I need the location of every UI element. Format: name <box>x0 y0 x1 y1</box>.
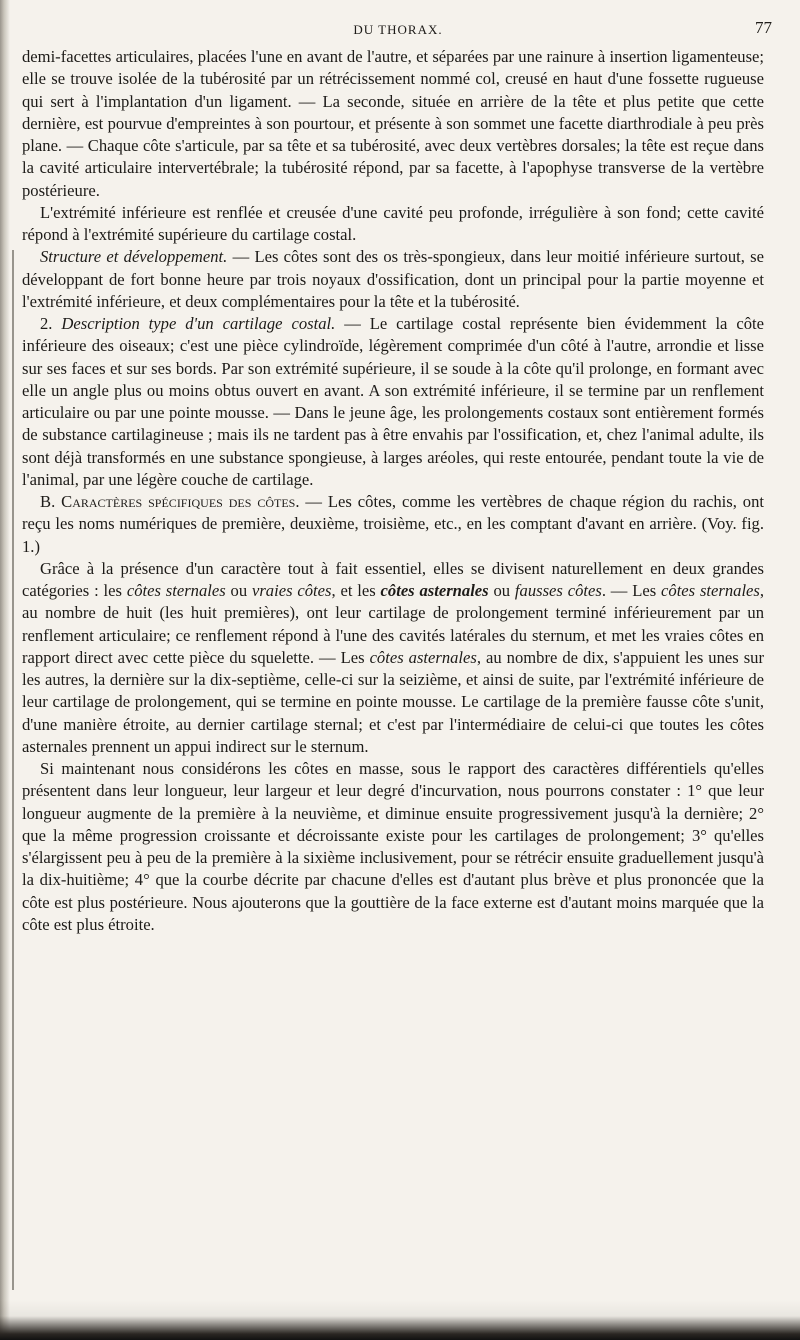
paragraph-3-text: — Les côtes sont des os très-spongieux, dans leur moitié inférieure surtout, se développant de fort bonne heure par trois noyaux d'ossification, dont un principal pour la partie moyenne et l'extrémité inférieure, et deux complémentaires pour la tête et la tubérosité. <box>22 247 764 311</box>
page-margin-shadow <box>12 250 14 1290</box>
paragraph-3 <box>22 246 764 313</box>
paragraph-2-text: L'extrémité inférieure est renflée et creusée d'une cavité peu profonde, irrégulière à son fond; cette cavité répond à l'extrémité supérieure du cartilage costal. <box>22 202 764 244</box>
paragraph-7-text: Si maintenant nous considérons les côtes en masse, sous le rapport des caractères différentiels qu'elles présentent dans leur longueur, leur largeur et leur degré d'incurvation, nous pourrons constater : 1° que leur longueur augmente de la première à la neuvième, et diminue ensuite progressivement jusqu'à la dernière; 2° que la même progression croissante et décroissante existe pour les cartilages de prolongement; 3° qu'elles s'élargissent peu à peu de la première à la sixième inclusivement, pour se rétrécir ensuite graduellement jusqu'à la dix-huitième; 4° que la courbe décrite par chacune d'elles est d'autant plus brève et plus prononcée que la côte est plus postérieure. Nous ajouterons que la gouttière de la face externe est d'autant moins marquée que la côte est plus étroite. <box>22 759 764 934</box>
text-segment: ou <box>488 581 515 600</box>
paragraph-1-text: demi-facettes articulaires, placées l'une en avant de l'autre, et séparées par une rainure à insertion ligamenteuse; elle se trouve isolée de la tubérosité par un rétrécissement nommé col, creusé en haut d'une fossette rugueuse qui sert à l'implantation d'un ligament. — La seconde, située en arrière de la tête et plus petite que cette dernière, est pourvue d'empreintes à son pourtour, et présente à son sommet une facette diarthrodiale à peu près plane. — Chaque côte s'articule, par sa tête et sa tubérosité, avec deux vertèbres dorsales; la tête est reçue dans la cavité articulaire intervertébrale; la tubérosité répond, par sa facette, à l'apophyse transverse de la vertèbre postérieure. <box>22 47 764 200</box>
paragraph-5-text: — Les côtes, comme les vertèbres de chaque région du rachis, ont reçu les noms numériques de première, deuxième, troisième, etc., en les comptant d'avant en arrière. (Voy. fig. 1.) <box>22 492 764 556</box>
text-segment: , et les <box>331 581 381 600</box>
text-segment: Grâce à la présence d'un caractère tout à fait essentiel, elles se divisent naturellement en deux grandes catégories : les <box>22 558 764 600</box>
section-title-cartilage: Description type d'un cartilage costal. <box>61 314 336 333</box>
page-header <box>20 18 776 42</box>
text-segment: ou <box>225 581 252 600</box>
term-cotes-asternales: côtes asternales <box>369 647 477 667</box>
text-segment: . — Les <box>601 581 662 600</box>
paragraph-6 <box>22 558 764 758</box>
term-vraies-cotes: vraies côtes <box>251 581 332 600</box>
text-segment: , au nombre de dix, s'appuient les unes sur les autres, la dernière sur la dix-septième, celle-ci sur la seizième, et ainsi de suite, par l'extrémité inférieure de leur cartilage de prolongement, qui se termine en pointe mousse. Le cartilage de la première fausse côte s'unit, d'une manière étroite, au dernier cartilage sternal; et c'est par l'intermédiaire de celui-ci que toutes les côtes asternales prennent un appui indirect sur le sternum. <box>22 647 764 756</box>
section-number-2: 2. <box>40 314 62 333</box>
paragraph-7 <box>22 758 764 936</box>
section-title-structure: Structure et développement. <box>40 247 228 267</box>
running-head: DU THORAX. <box>353 22 443 37</box>
text-segment: , au nombre de huit (les huit premières), ont leur cartilage de prolongement terminé inférieurement par un renflement articulaire; ce renflement répond à l'une des cavités latérales du sternum, et met les vraies côtes en rapport direct avec cette pièce du squelette. — Les <box>22 581 765 667</box>
section-letter-b: B. <box>40 492 62 511</box>
section-title-caracteres: Caractères spécifiques des côtes. <box>61 492 300 511</box>
term-fausses-cotes: fausses côtes <box>514 581 602 600</box>
paragraph-4 <box>22 313 764 491</box>
page-bottom-edge <box>0 1300 800 1340</box>
page-number: 77 <box>755 18 772 37</box>
paragraph-4-text: — Le cartilage costal représente bien évidemment la côte inférieure des oiseaux; c'est une pièce cylindroïde, légèrement comprimée d'un côté à l'autre, arrondie et lisse sur ses faces et sur ses bords. Par son extrémité supérieure, il se soude à la côte qu'il prolonge, en formant avec elle un angle plus ou moins obtus ouvert en avant. A son extrémité inférieure, il se termine par un renflement articulaire ou par une pointe mousse. — Dans le jeune âge, les prolongements costaux sont entièrement formés de substance cartilagineuse ; mais ils ne tardent pas à être envahis par l'ossification, et, chez l'animal adulte, ils sont déjà transformés en une substance spongieuse, à larges aréoles, qui reste entourée, pendant toute la vie de l'animal, par une légère couche de cartilage. <box>22 314 764 489</box>
paragraph-5 <box>22 491 764 558</box>
term-cotes-sternales: côtes sternales <box>661 581 760 600</box>
term-cotes-asternales: côtes asternales <box>380 581 489 600</box>
paragraph-1 <box>22 46 764 202</box>
term-cotes-sternales: côtes sternales <box>126 581 226 600</box>
body-text <box>22 46 764 936</box>
paragraph-2 <box>22 202 764 247</box>
page-binding-edge <box>0 0 10 1340</box>
